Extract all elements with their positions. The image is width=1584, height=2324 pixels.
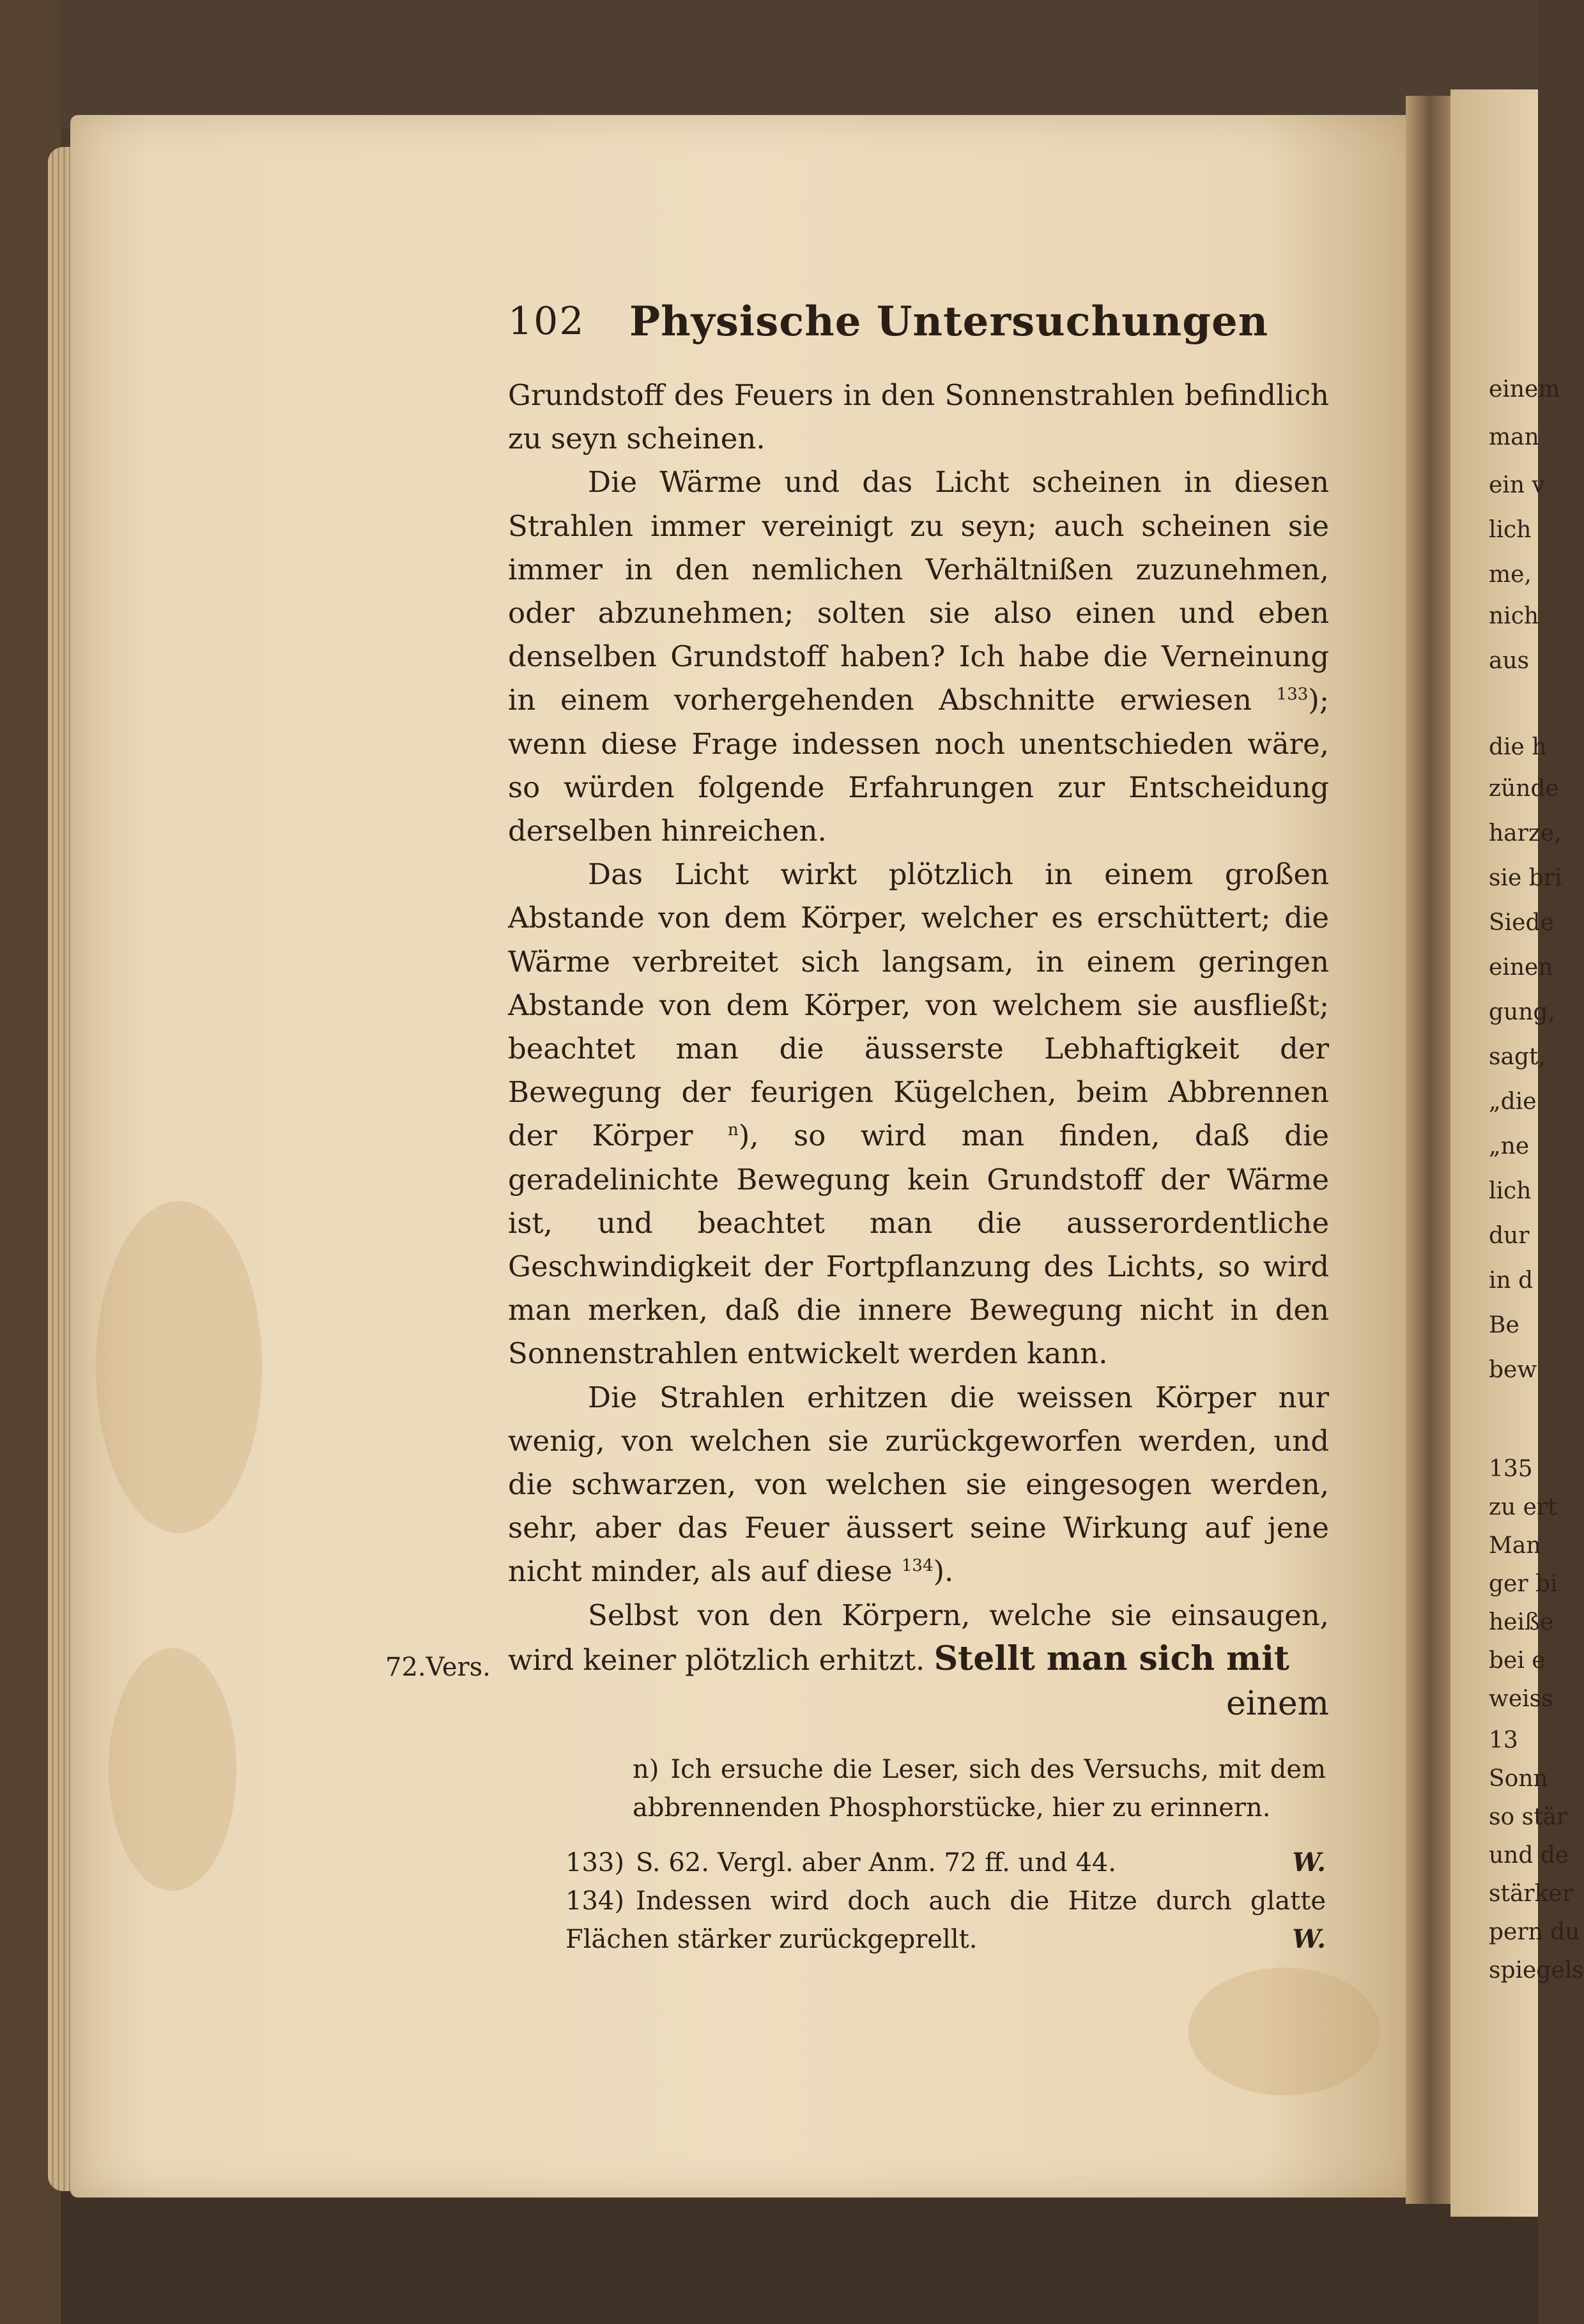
emphasized-text: Stellt man sich mit	[934, 1639, 1289, 1678]
footnotes	[565, 1750, 1326, 1959]
right-fragment: Be	[1489, 1312, 1519, 1338]
right-fragment: Sonn	[1489, 1766, 1548, 1792]
paragraph: Die Strahlen erhitzen die weissen Körper nur wenig, von welchen sie zurückgeworfen werden, und die schwarzen, von welchen sie eingesogen werden, sehr, aber das Feuer äussert seine Wirkung auf jene nicht minder, als auf diese $^{134}$).	[508, 1380, 1329, 1589]
right-fragment: me,	[1489, 562, 1532, 588]
footnote-ref: 133	[1276, 685, 1309, 705]
right-fragment: lich	[1489, 1178, 1532, 1204]
paragraph: Das Licht wirkt plötzlich in einem großen Abstande von dem Körper, welcher es erschüttert; die Wärme verbreitet sich langsam, in einem geringen Abstande von dem Körper, von welchem sie ausfließt; beachtet man die äusserste Lebhaftigkeit der Bewegung der feurigen Kügelchen, beim Abbrennen der Körper $^n$), so wird man finden, daß die geradelinichte Bewegung kein Grundstoff der Wärme ist, und beachtet man die ausserordentliche Geschwindigkeit der Fortpflanzung des Lichts, so wird man merken, daß die innere Bewegung nicht in den Sonnenstrahlen entwickelt werden kann.	[508, 857, 1329, 1371]
footnote: 134) Indessen wird doch auch die Hitze durch glatte Flächen stärker zurückgeprellt. W.	[565, 1882, 1326, 1959]
footnote-signature: W.	[1292, 1924, 1326, 1954]
right-fragment: man	[1489, 424, 1539, 450]
footnote-ref: n	[728, 1120, 739, 1140]
right-fragment: ein v	[1489, 472, 1545, 498]
running-title: Physische Untersuchungen	[629, 298, 1269, 346]
footnote-signature: W.	[1292, 1847, 1326, 1877]
right-fragment: einen	[1489, 954, 1553, 981]
right-fragment: „die	[1489, 1089, 1537, 1115]
right-fragment: „ne	[1489, 1133, 1530, 1159]
paragraph: Selbst von den Körpern, welche sie einsaugen, wird keiner plötzlich erhitzt. Stellt man sich mit	[508, 1598, 1329, 1678]
right-fragment: bew	[1489, 1357, 1537, 1383]
right-fragment: harze,	[1489, 820, 1562, 846]
right-fragment: Man	[1489, 1533, 1541, 1559]
right-fragment: pern du	[1489, 1919, 1580, 1945]
right-fragment: stärker	[1489, 1881, 1573, 1907]
right-fragment: heiße	[1489, 1609, 1554, 1635]
body-text	[508, 374, 1329, 1725]
right-fragment: 135	[1489, 1456, 1533, 1482]
right-fragment: zünde	[1489, 776, 1559, 802]
right-fragment: sagt,	[1489, 1044, 1546, 1070]
right-fragment: dur	[1489, 1223, 1530, 1249]
page-header	[508, 299, 1339, 363]
paper-stain	[1188, 1968, 1380, 2095]
right-fragment: lich	[1489, 517, 1532, 543]
paper-stain	[109, 1648, 236, 1891]
right-fragment: bei e	[1489, 1647, 1546, 1674]
page-number: 102	[508, 299, 585, 344]
right-fragment: sie bri	[1489, 865, 1562, 891]
right-fragment: weiss	[1489, 1686, 1553, 1712]
right-fragment: spiegels	[1489, 1957, 1584, 1984]
background-bottom	[0, 2185, 1538, 2324]
right-fragment: aus	[1489, 648, 1530, 674]
book-gutter	[1406, 96, 1450, 2204]
right-fragment: ger bi	[1489, 1571, 1558, 1597]
paper-stain	[96, 1201, 262, 1533]
right-fragment: so stär	[1489, 1804, 1568, 1830]
right-fragment: nich	[1489, 603, 1539, 629]
right-fragment: zu ert	[1489, 1494, 1557, 1520]
paragraph: Die Wärme und das Licht scheinen in diesen Strahlen immer vereinigt zu seyn; auch scheinen sie immer in den nemlichen Verhältnißen zuzunehmen, oder abzunehmen; solten sie also einen und eben denselben Grundstoff haben? Ich habe die Verneinung in einem vorhergehenden Abschnitte erwiesen $^{133}$); wenn diese Frage indessen noch unentschieden wäre, so würden folgende Erfahrungen zur Entscheidung derselben hinreichen.	[508, 465, 1330, 848]
right-fragment: in d	[1489, 1267, 1534, 1294]
right-fragment: und de	[1489, 1842, 1569, 1869]
catchword: einem	[1226, 1685, 1329, 1724]
right-fragment: 13	[1489, 1727, 1518, 1754]
footnote: 133) S. 62. Vergl. aber Anm. 72 ff. und 44. W.	[565, 1844, 1326, 1882]
right-fragment: einem	[1489, 376, 1560, 402]
margin-note: 72.Vers.	[385, 1653, 491, 1682]
footnote: n) Ich ersuche die Leser, sich des Versuchs, mit dem abbrennenden Phosphorstücke, hier zu erinnern.	[633, 1755, 1326, 1823]
right-fragment: gung,	[1489, 999, 1555, 1025]
right-fragment: Siede	[1489, 910, 1554, 936]
footnote-ref: 134	[901, 1556, 934, 1576]
background-top	[0, 0, 1538, 128]
right-fragment: die h	[1489, 734, 1547, 760]
paragraph: Grundstoff des Feuers in den Sonnenstrahlen befindlich zu seyn scheinen.	[508, 378, 1329, 456]
